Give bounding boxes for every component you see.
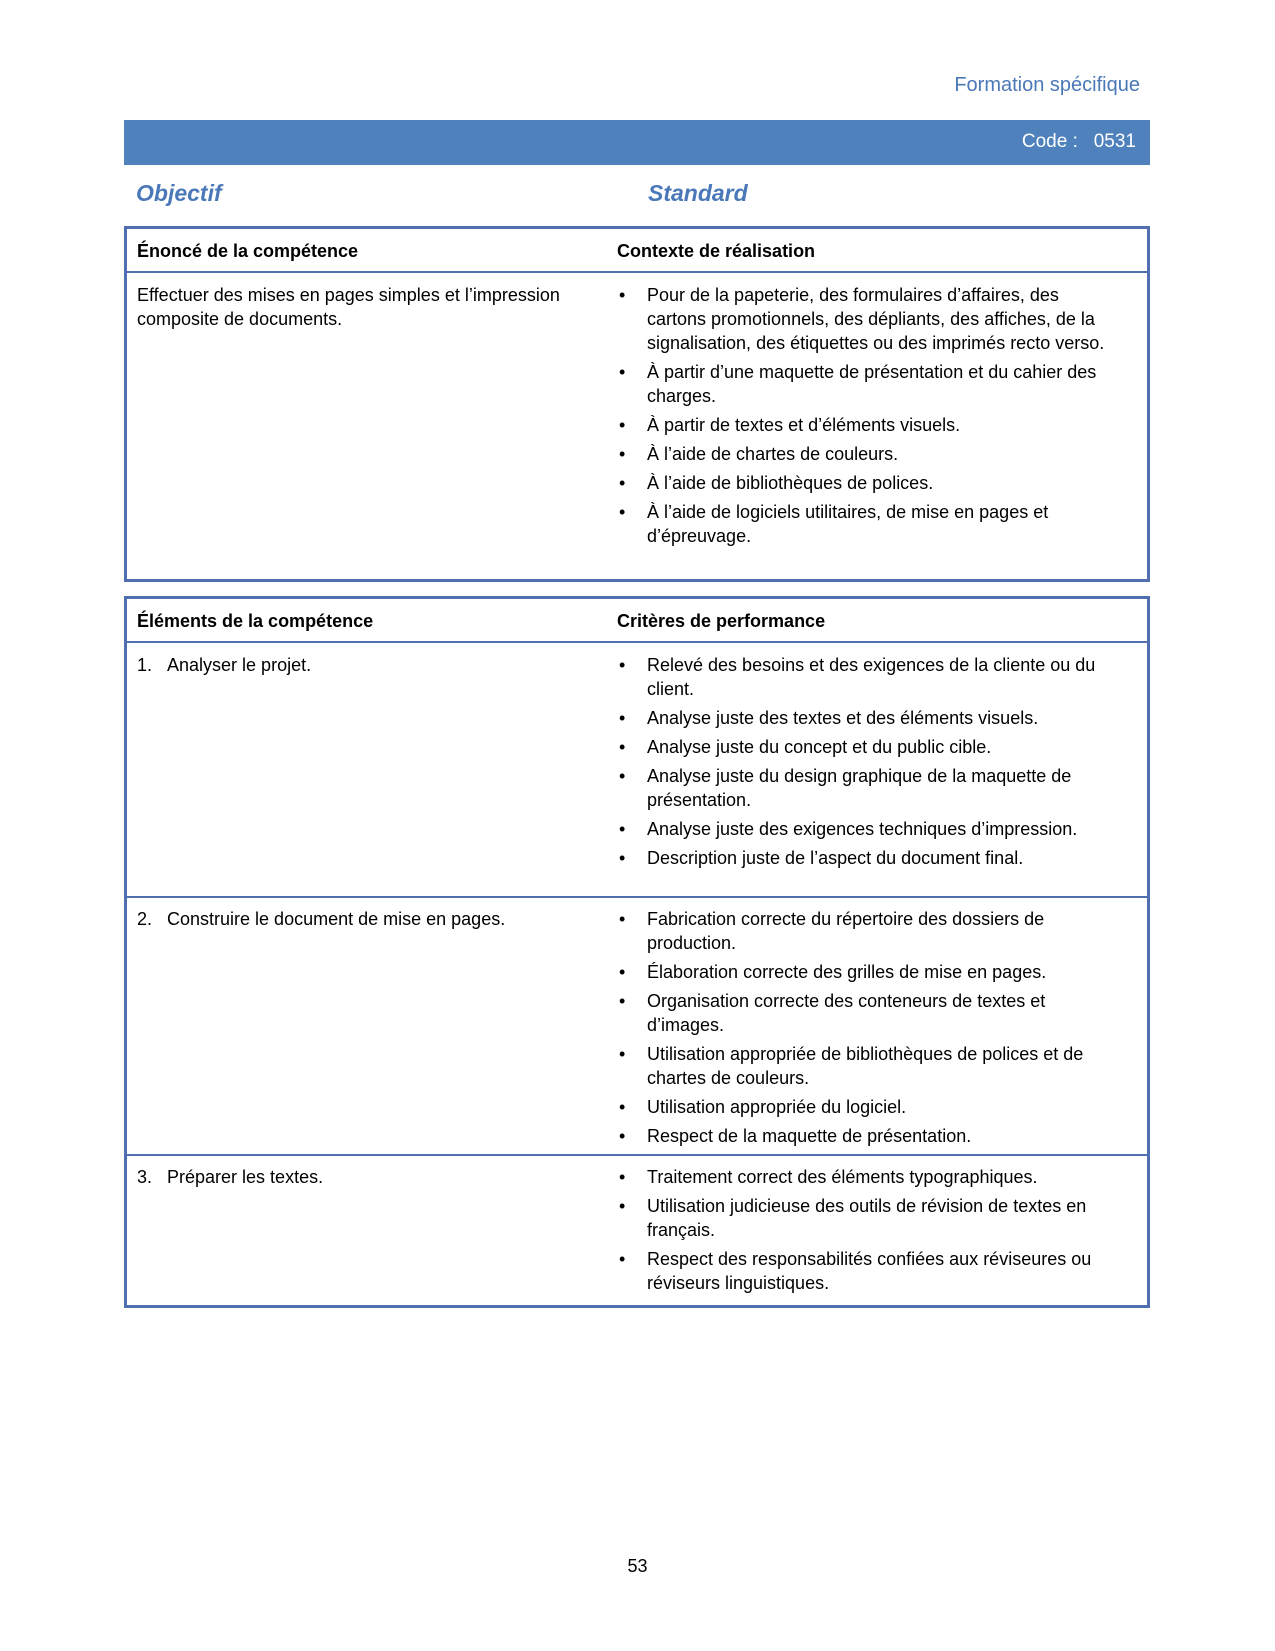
code-value: 0531 xyxy=(1093,131,1136,152)
critere-item: Élaboration correcte des grilles de mise en pages. xyxy=(647,962,1047,982)
bullet-icon: • xyxy=(619,1044,626,1064)
list-item xyxy=(617,735,1117,759)
list-item xyxy=(617,1042,1117,1090)
bullet-icon: • xyxy=(619,362,626,382)
critere-item: Analyse juste des exigences techniques d’impression. xyxy=(647,819,1078,839)
critere-item: Analyse juste du concept et du public cible. xyxy=(647,737,992,757)
criteres-list-2 xyxy=(617,907,1117,1153)
contexte-item: À l’aide de chartes de couleurs. xyxy=(647,444,899,464)
critere-item: Respect des responsabilités confiées aux réviseures ou réviseurs linguistiques. xyxy=(647,1249,1092,1293)
list-item xyxy=(617,1124,1117,1148)
list-item xyxy=(617,1247,1117,1295)
critere-item: Fabrication correcte du répertoire des dossiers de production. xyxy=(647,909,1045,953)
critere-item: Utilisation judicieuse des outils de révision de textes en français. xyxy=(647,1196,1087,1240)
list-item xyxy=(617,907,1117,955)
bullet-icon: • xyxy=(619,819,626,839)
header-divider xyxy=(127,641,1147,643)
list-item xyxy=(617,989,1117,1037)
bullet-icon: • xyxy=(619,1167,626,1187)
element-1: 1. Analyser le projet. xyxy=(137,655,312,675)
standard-label: Standard xyxy=(648,180,748,206)
code-label xyxy=(1022,131,1136,153)
enonce-text: Effectuer des mises en pages simples et l’impression composite de documents. xyxy=(137,285,560,329)
objectif-label: Objectif xyxy=(136,180,222,206)
bullet-icon: • xyxy=(619,1097,626,1117)
contexte-item: À l’aide de bibliothèques de polices. xyxy=(647,473,934,493)
list-item xyxy=(617,764,1117,812)
list-item xyxy=(617,471,1117,495)
critere-item: Relevé des besoins et des exigences de la cliente ou du client. xyxy=(647,655,1096,699)
critere-item: Analyse juste du design graphique de la maquette de présentation. xyxy=(647,766,1072,810)
bullet-icon: • xyxy=(619,909,626,929)
section-title: Formation spécifique xyxy=(954,74,1140,96)
critere-item: Organisation correcte des conteneurs de textes et d’images. xyxy=(647,991,1046,1035)
bullet-icon: • xyxy=(619,1196,626,1216)
criteres-list-3 xyxy=(617,1165,1117,1300)
bullet-icon: • xyxy=(619,737,626,757)
critere-item: Traitement correct des éléments typographiques. xyxy=(647,1167,1038,1187)
list-item xyxy=(617,846,1117,870)
bullet-icon: • xyxy=(619,848,626,868)
critere-item: Utilisation appropriée de bibliothèques de polices et de chartes de couleurs. xyxy=(647,1044,1084,1088)
critere-item: Description juste de l’aspect du document final. xyxy=(647,848,1024,868)
bullet-icon: • xyxy=(619,473,626,493)
contexte-item: À partir d’une maquette de présentation et du cahier des charges. xyxy=(647,362,1097,406)
list-item xyxy=(617,283,1117,355)
contexte-list xyxy=(617,283,1117,553)
contexte-header: Contexte de réalisation xyxy=(617,241,816,261)
list-item xyxy=(617,500,1117,548)
list-item xyxy=(617,817,1117,841)
list-item xyxy=(617,413,1117,437)
list-item xyxy=(617,1194,1117,1242)
bullet-icon: • xyxy=(619,655,626,675)
list-item xyxy=(617,1165,1117,1189)
critere-item: Analyse juste des textes et des éléments visuels. xyxy=(647,708,1039,728)
element-2: 2. Construire le document de mise en pages. xyxy=(137,909,506,929)
page-number: 53 xyxy=(627,1556,648,1576)
bullet-icon: • xyxy=(619,444,626,464)
list-item xyxy=(617,1095,1117,1119)
elements-header: Éléments de la compétence xyxy=(137,611,374,631)
list-item xyxy=(617,960,1117,984)
contexte-item: Pour de la papeterie, des formulaires d’affaires, des cartons promotionnels, des dépliants, des affiches, de la signalisation, des étiquettes ou des imprimés recto verso. xyxy=(647,285,1105,353)
list-item xyxy=(617,653,1117,701)
bullet-icon: • xyxy=(619,708,626,728)
bullet-icon: • xyxy=(619,1126,626,1146)
critere-item: Utilisation appropriée du logiciel. xyxy=(647,1097,907,1117)
criteres-list-1 xyxy=(617,653,1117,875)
contexte-item: À partir de textes et d’éléments visuels. xyxy=(647,415,961,435)
elements-table xyxy=(124,596,1150,1308)
row-divider xyxy=(127,896,1147,898)
header-divider xyxy=(127,271,1147,273)
critere-item: Respect de la maquette de présentation. xyxy=(647,1126,972,1146)
code-bar xyxy=(124,120,1150,165)
list-item xyxy=(617,360,1117,408)
bullet-icon: • xyxy=(619,502,626,522)
list-item xyxy=(617,706,1117,730)
bullet-icon: • xyxy=(619,991,626,1011)
bullet-icon: • xyxy=(619,415,626,435)
bullet-icon: • xyxy=(619,1249,626,1269)
element-3: 3. Préparer les textes. xyxy=(137,1167,324,1187)
bullet-icon: • xyxy=(619,962,626,982)
code-label-text: Code : xyxy=(1021,131,1078,152)
list-item xyxy=(617,442,1117,466)
criteres-header: Critères de performance xyxy=(617,611,826,631)
bullet-icon: • xyxy=(619,285,626,305)
contexte-item: À l’aide de logiciels utilitaires, de mise en pages et d’épreuvage. xyxy=(647,502,1049,546)
competence-table xyxy=(124,226,1150,582)
bullet-icon: • xyxy=(619,766,626,786)
enonce-header: Énoncé de la compétence xyxy=(137,241,359,261)
row-divider xyxy=(127,1154,1147,1156)
